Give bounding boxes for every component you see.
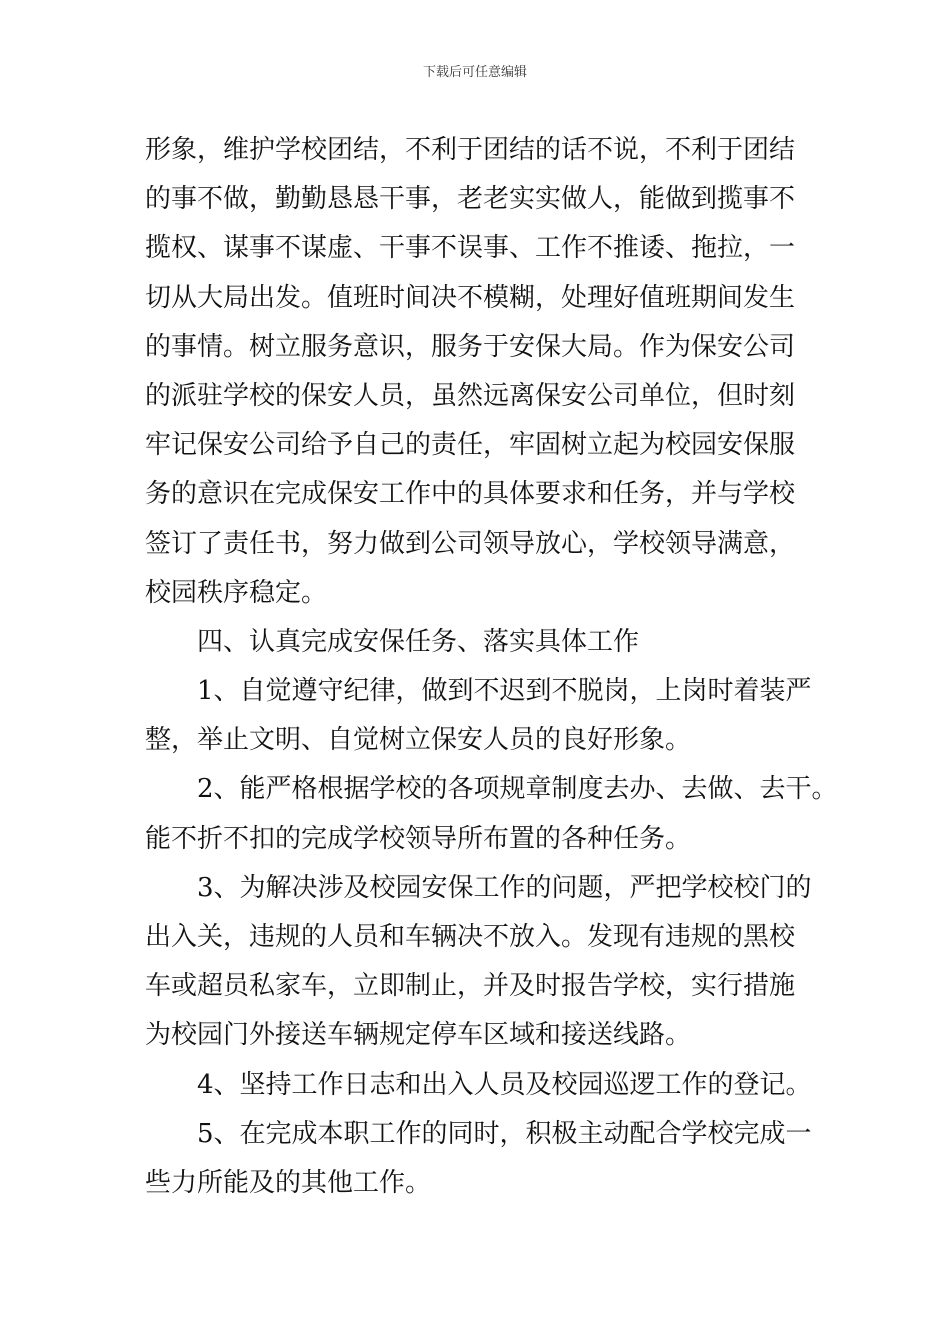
text-line: 出入关，违规的人员和车辆决不放入。发现有违规的黑校 [145, 922, 796, 952]
list-item-5 [145, 1110, 815, 1208]
list-item-3 [145, 864, 815, 1061]
section-heading [145, 618, 815, 667]
text-line: 些力所能及的其他工作。 [145, 1167, 432, 1198]
text-line: 务的意识在完成保安工作中的具体要求和任务，并与学校 [145, 479, 796, 510]
paragraph-continuation [145, 126, 815, 618]
text-line: 3、为解决涉及校园安保工作的问题，严把学校校门的 [197, 872, 812, 903]
text-line: 的事不做，勤勤恳恳干事，老老实实做人，能做到揽事不 [145, 184, 796, 215]
text-line: 车或超员私家车，立即制止，并及时报告学校，实行措施 [145, 971, 796, 1002]
text-line: 为校园门外接送车辆规定停车区域和接送线路。 [145, 1020, 692, 1051]
text-line: 四、认真完成安保任务、落实具体工作 [197, 626, 640, 657]
list-item-4 [145, 1061, 815, 1110]
text-line: 能不折不扣的完成学校领导所布置的各种任务。 [145, 823, 692, 854]
text-line: 牢记保安公司给予自己的责任，牢固树立起为校园安保服 [145, 430, 796, 461]
text-line: 4、坚持工作日志和出入人员及校园巡逻工作的登记。 [197, 1069, 812, 1100]
text-line: 切从大局出发。值班时间决不模糊，处理好值班期间发生 [145, 282, 796, 313]
text-line: 揽权、谋事不谋虚、干事不误事、工作不推诿、拖拉，一 [145, 233, 796, 264]
text-line: 签订了责任书，努力做到公司领导放心，学校领导满意， [145, 528, 796, 559]
text-line: 形象，维护学校团结，不利于团结的话不说，不利于团结 [145, 135, 796, 165]
list-item-2 [145, 765, 838, 863]
text-line: 的事情。树立服务意识，服务于安保大局。作为保安公司 [145, 331, 796, 362]
text-line: 2、能严格根据学校的各项规章制度去办、去做、去干。 [197, 774, 838, 805]
page-header: 下载后可任意编辑 [422, 65, 527, 80]
text-line: 整，举止文明、自觉树立保安人员的良好形象。 [145, 725, 692, 756]
list-item-1 [145, 667, 815, 765]
text-line: 的派驻学校的保安人员，虽然远离保安公司单位，但时刻 [145, 380, 796, 411]
document-body [145, 126, 838, 1208]
text-line: 1、自觉遵守纪律，做到不迟到不脱岗，上岗时着装严 [197, 676, 812, 707]
text-line: 校园秩序稳定。 [145, 577, 328, 608]
text-line: 5、在完成本职工作的同时，积极主动配合学校完成一 [197, 1118, 812, 1149]
